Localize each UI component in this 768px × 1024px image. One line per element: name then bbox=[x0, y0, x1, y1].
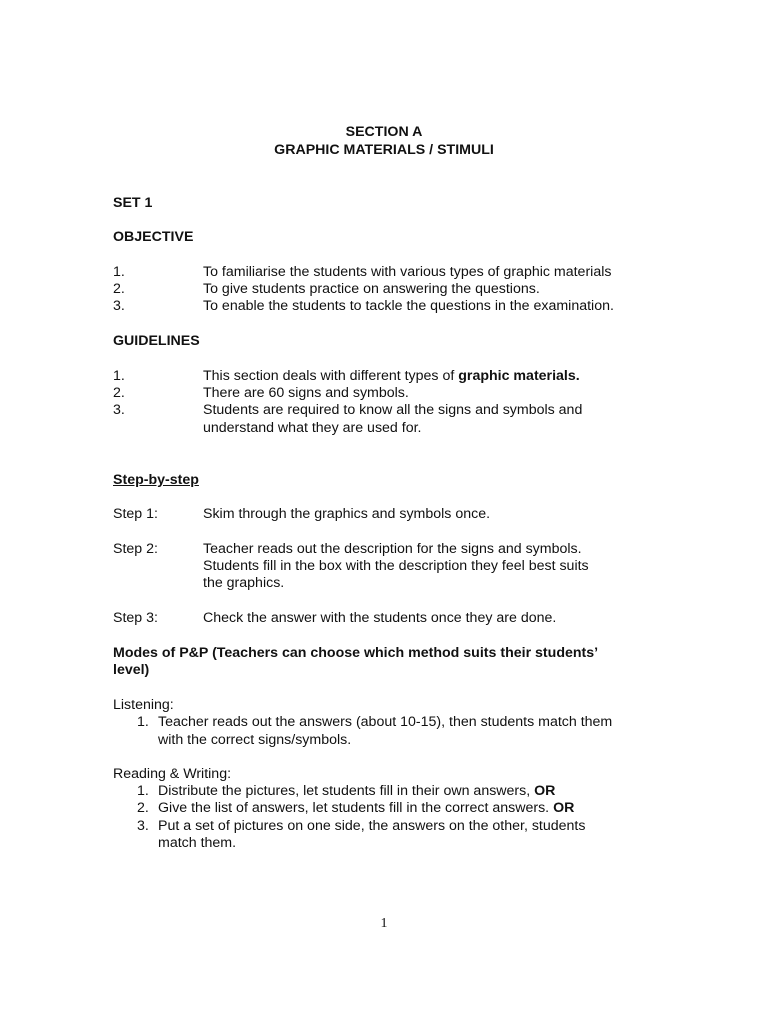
section-title: SECTION A bbox=[345, 124, 423, 140]
reading-text-2: Give the list of answers, let students fill in the correct answers. OR bbox=[158, 800, 575, 816]
objective-text-2: To give students practice on answering the questions. bbox=[203, 281, 540, 297]
reading-or-2: OR bbox=[553, 800, 575, 816]
steps-heading: Step-by-step bbox=[113, 472, 199, 488]
modes-heading-line-2: level) bbox=[113, 662, 150, 678]
step-2-text-line-2: Students fill in the box with the description they feel best suits bbox=[203, 558, 589, 574]
set-label: SET 1 bbox=[113, 195, 153, 211]
listening-num-1: 1. bbox=[137, 714, 149, 730]
reading-num-1: 1. bbox=[137, 783, 149, 799]
objective-num-3: 3. bbox=[113, 298, 125, 314]
guideline-text-1: This section deals with different types of graphic materials. bbox=[203, 368, 580, 384]
listening-text-1-line-2: with the correct signs/symbols. bbox=[158, 732, 352, 748]
step-3-text: Check the answer with the students once they are done. bbox=[203, 610, 557, 626]
reading-text-1: Distribute the pictures, let students fill in their own answers, OR bbox=[158, 783, 556, 799]
guideline-bold-term: graphic materials. bbox=[458, 368, 580, 384]
guideline-num-1: 1. bbox=[113, 368, 125, 384]
guidelines-heading: GUIDELINES bbox=[113, 333, 200, 349]
listening-label: Listening: bbox=[113, 697, 174, 713]
modes-heading-line-1: Modes of P&P (Teachers can choose which method suits their students’ bbox=[113, 645, 599, 661]
guideline-text-2: There are 60 signs and symbols. bbox=[203, 385, 409, 401]
objective-num-2: 2. bbox=[113, 281, 125, 297]
listening-text-1-line-1: Teacher reads out the answers (about 10-15), then students match them bbox=[158, 714, 613, 730]
reading-num-2: 2. bbox=[137, 800, 149, 816]
guideline-text-3-line-2: understand what they are used for. bbox=[203, 420, 422, 436]
step-2-text-line-1: Teacher reads out the description for the signs and symbols. bbox=[203, 541, 582, 557]
step-1-text: Skim through the graphics and symbols once. bbox=[203, 506, 491, 522]
reading-num-3: 3. bbox=[137, 818, 149, 834]
step-2-label: Step 2: bbox=[113, 541, 158, 557]
guideline-num-3: 3. bbox=[113, 402, 125, 418]
objective-text-1: To familiarise the students with various types of graphic materials bbox=[203, 264, 612, 280]
guideline-num-2: 2. bbox=[113, 385, 125, 401]
objective-heading: OBJECTIVE bbox=[113, 229, 194, 245]
objective-text-3: To enable the students to tackle the questions in the examination. bbox=[203, 298, 614, 314]
step-1-label: Step 1: bbox=[113, 506, 158, 522]
step-3-label: Step 3: bbox=[113, 610, 158, 626]
section-subtitle: GRAPHIC MATERIALS / STIMULI bbox=[274, 142, 494, 158]
page-number: 1 bbox=[380, 916, 388, 931]
objective-num-1: 1. bbox=[113, 264, 125, 280]
guideline-text-3-line-1: Students are required to know all the signs and symbols and bbox=[203, 402, 583, 418]
step-2-text-line-3: the graphics. bbox=[203, 575, 285, 591]
reading-text-3-line-2: match them. bbox=[158, 835, 237, 851]
reading-text-3-line-1: Put a set of pictures on one side, the answers on the other, students bbox=[158, 818, 586, 834]
reading-writing-label: Reading & Writing: bbox=[113, 766, 232, 782]
reading-or-1: OR bbox=[534, 783, 556, 799]
